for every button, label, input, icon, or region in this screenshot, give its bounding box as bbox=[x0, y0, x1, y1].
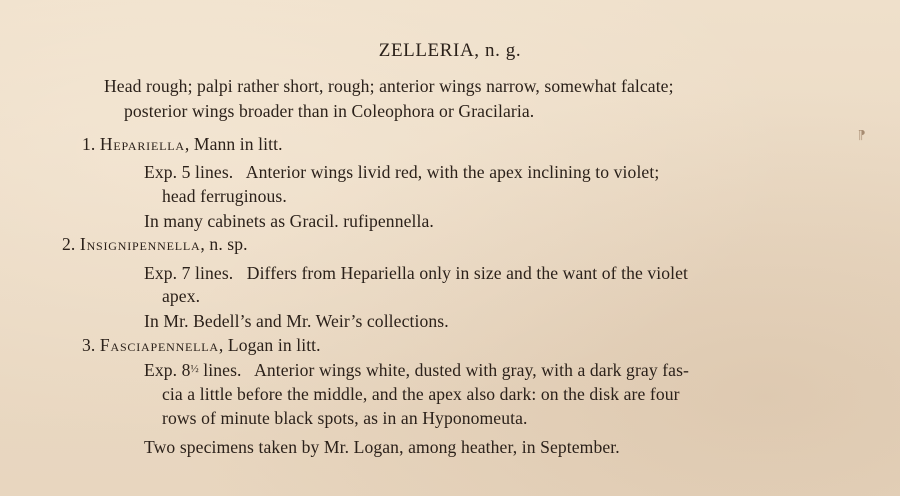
species-1-exp-line bbox=[144, 162, 659, 183]
species-1-author: , Mann in litt. bbox=[184, 134, 283, 154]
genus-description-line-1: Head rough; palpi rather short, rough; anterior wings narrow, somewhat falcate; bbox=[104, 76, 674, 96]
paper-blemish-mark: ⁋ bbox=[858, 128, 866, 142]
species-3-expanse bbox=[144, 360, 242, 380]
species-3-note: Two specimens taken by Mr. Logan, among heather, in September. bbox=[144, 437, 620, 457]
species-3-description-3: rows of minute black spots, as in an Hyponomeuta. bbox=[162, 408, 528, 428]
species-3-description-1: Anterior wings white, dusted with gray, with a dark gray fas- bbox=[254, 360, 689, 380]
species-1-description-1: Anterior wings livid red, with the apex inclining to violet; bbox=[245, 162, 660, 182]
species-1-expanse: Exp. 5 lines. bbox=[144, 162, 234, 182]
species-3-exp-line bbox=[144, 360, 689, 381]
species-3-heading bbox=[82, 335, 321, 356]
species-2-description-2: apex. bbox=[162, 286, 201, 306]
species-3-expanse-fraction: ½ bbox=[190, 363, 199, 375]
species-2-author: , n. sp. bbox=[200, 234, 248, 254]
species-3-description-2: cia a little before the middle, and the apex also dark: on the disk are four bbox=[162, 384, 680, 404]
species-3-author: , Logan in litt. bbox=[218, 335, 321, 355]
species-1-number: 1. bbox=[82, 134, 96, 154]
species-2-name: Insignipennella bbox=[79, 234, 201, 254]
genus-description-line-2: posterior wings broader than in Coleophora or Gracilaria. bbox=[124, 101, 535, 121]
species-2-note: In Mr. Bedell’s and Mr. Weir’s collections. bbox=[144, 311, 449, 331]
species-3-expanse-unit: lines. bbox=[198, 360, 242, 380]
species-2-exp-line bbox=[144, 263, 688, 284]
species-2-heading bbox=[62, 234, 248, 255]
species-1-note: In many cabinets as Gracil. rufipennella. bbox=[144, 211, 434, 231]
species-3-number: 3. bbox=[82, 335, 96, 355]
species-2-expanse: Exp. 7 lines. bbox=[144, 263, 234, 283]
species-3-name: Fasciapennella bbox=[99, 335, 219, 355]
species-2-number: 2. bbox=[62, 234, 76, 254]
species-1-name: Hepariella bbox=[99, 134, 185, 154]
species-3-expanse-value: Exp. 8 bbox=[144, 360, 191, 380]
species-1-heading bbox=[82, 134, 283, 155]
species-1-description-2: head ferruginous. bbox=[162, 186, 287, 206]
genus-title: ZELLERIA, n. g. bbox=[378, 40, 522, 61]
species-2-description-1: Differs from Hepariella only in size and the want of the violet bbox=[246, 263, 689, 283]
